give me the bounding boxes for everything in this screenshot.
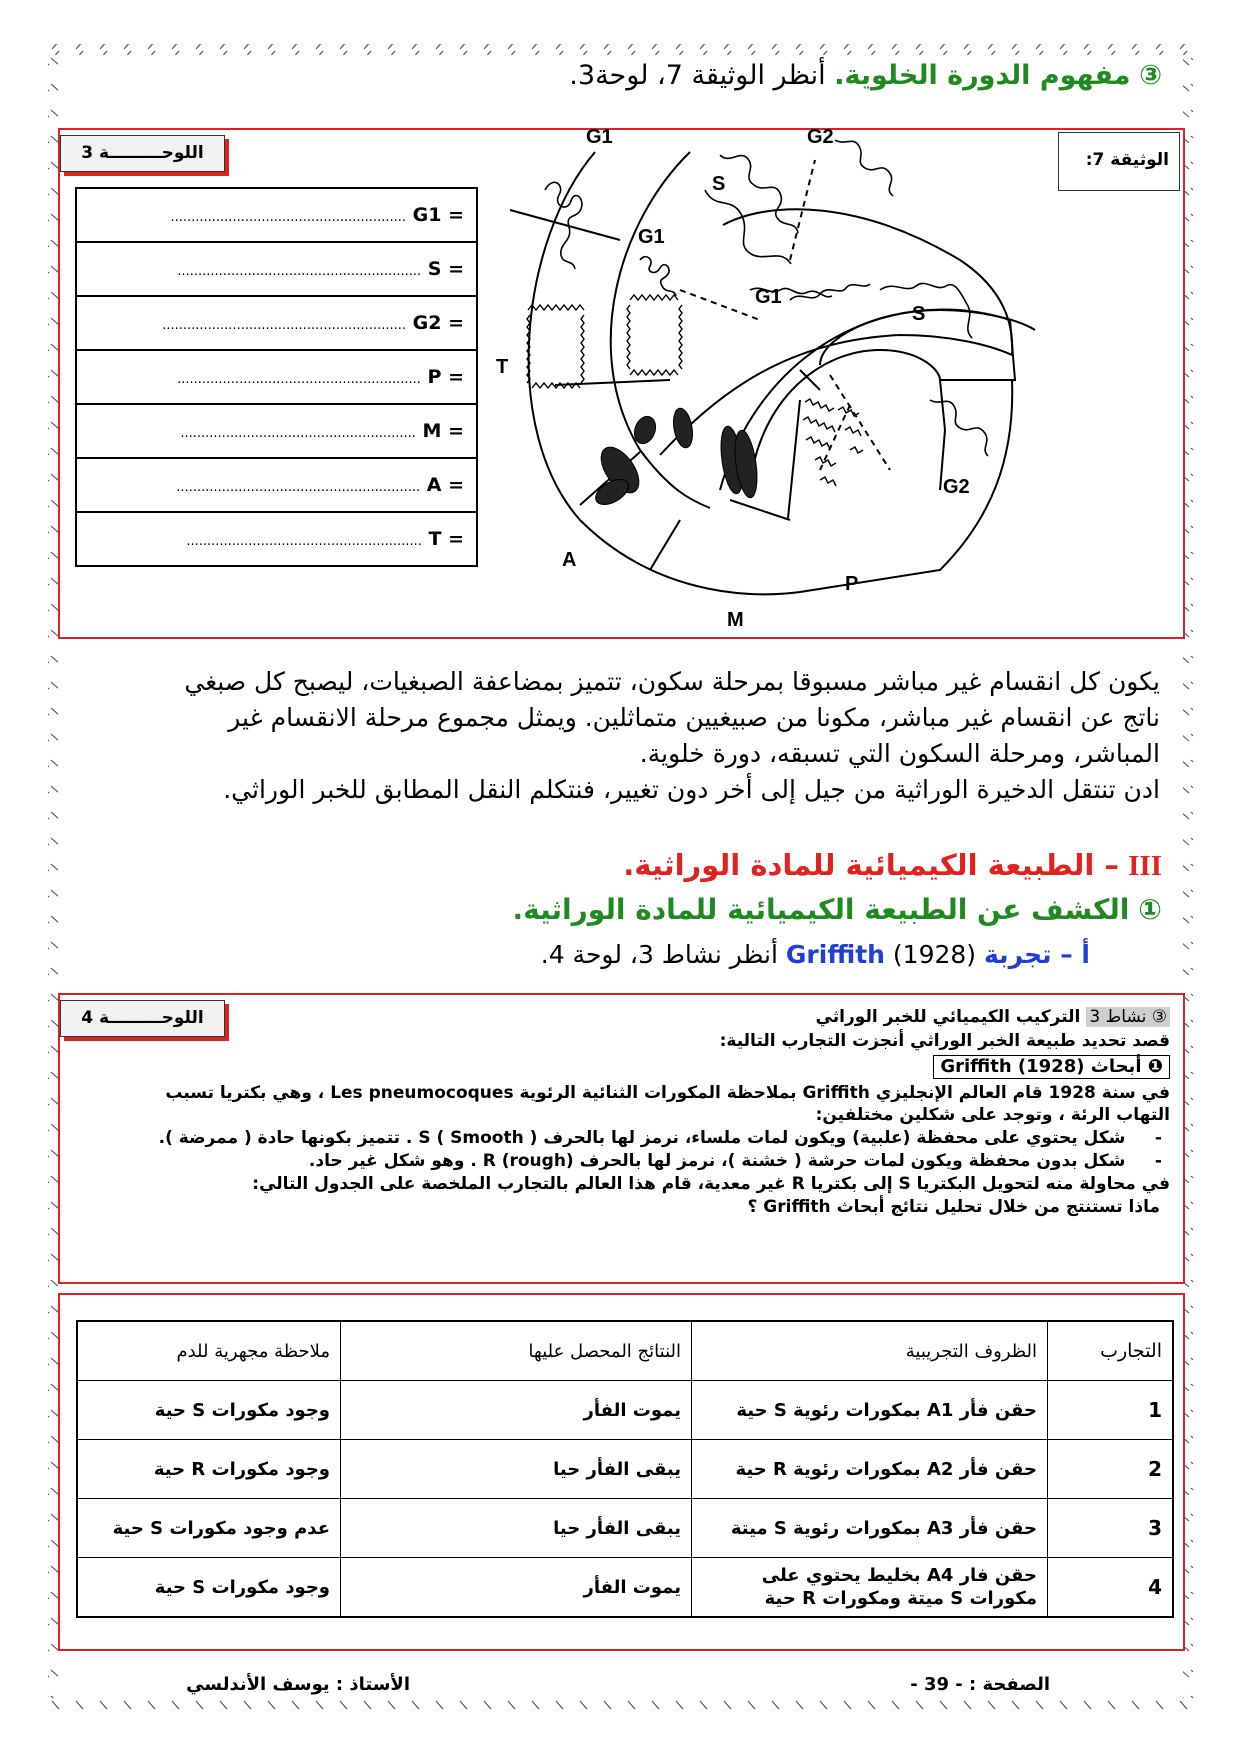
header-experiments: التجارب bbox=[1048, 1321, 1174, 1381]
divider-p bbox=[788, 400, 800, 518]
label-g2-right: G2 bbox=[943, 476, 970, 498]
board-3-label: اللوحـــــــــة 3 bbox=[60, 135, 225, 172]
griffith-heading bbox=[541, 940, 1090, 969]
griffith-name: Griffith bbox=[785, 940, 885, 969]
label-g1-top: G1 bbox=[586, 126, 613, 148]
cell-cycle-fill-table bbox=[75, 187, 478, 567]
paragraph-line: يكون كل انقسام غير مباشر مسبوقا بمرحلة سكون، تتميز بمضاعفة الصبغيات، ليصبح كل صبغي bbox=[184, 667, 1160, 696]
table-header-row bbox=[77, 1321, 1173, 1381]
label-s-inner: S bbox=[912, 303, 926, 325]
roman-numeral: III bbox=[1128, 850, 1162, 882]
row-number: 4 bbox=[1048, 1558, 1174, 1618]
divider-m-p bbox=[730, 500, 790, 520]
row-observation: وجود مكورات S حية bbox=[77, 1558, 341, 1618]
table-row bbox=[76, 458, 477, 512]
phase-label: = M bbox=[422, 420, 464, 442]
table-row bbox=[76, 188, 477, 242]
document-7-label: الوثيقة 7: bbox=[1058, 132, 1180, 191]
paragraph-line: ناتج عن انقسام غير مباشر، مكونا من صبيغيين متماثلين. ويمثل مجموع مرحلة الانقسام غير bbox=[228, 703, 1160, 732]
row-number: 2 bbox=[1048, 1440, 1174, 1499]
chromatin-g1-mid bbox=[640, 257, 676, 296]
cell-cycle-diagram bbox=[496, 126, 1080, 640]
dash-g1-s bbox=[680, 290, 760, 320]
answer-dots[interactable]: ........................................................... bbox=[177, 372, 421, 387]
phase-label: = S bbox=[427, 258, 464, 280]
chromatin-g2-top bbox=[835, 140, 893, 196]
activity-heading bbox=[816, 1006, 1170, 1028]
griffith-prefix: أ – تجربة bbox=[984, 940, 1090, 969]
section-iii-text: – الطبيعة الكيميائية للمادة الوراثية. bbox=[623, 848, 1119, 882]
row-condition: حقن فأر A2 بمكورات رئوية R حية bbox=[692, 1440, 1048, 1499]
table-row bbox=[77, 1440, 1173, 1499]
chromosome-anaphase-4 bbox=[671, 407, 696, 450]
bullet-text: شكل يحتوي على محفظة (علبية) ويكون لمات ملساء، نرمز لها بالحرف S ( Smooth ) . تتميز بكونها حادة ( ممرضة ). bbox=[158, 1128, 1126, 1148]
chromatin-prophase-1 bbox=[527, 305, 584, 388]
answer-dots[interactable]: ......................................................... bbox=[180, 426, 416, 441]
research-line-2: التهاب الرئة ، وتوجد على شكلين مختلفين: bbox=[815, 1105, 1170, 1125]
section-1-text: الكشف عن الطبيعة الكيميائية للمادة الوراثية. bbox=[512, 893, 1130, 926]
section-iii-title bbox=[623, 848, 1162, 883]
table-row bbox=[77, 1381, 1173, 1440]
dash-g2-p bbox=[820, 405, 850, 470]
griffith-reference: (1928) أنظر نشاط 3، لوحة 4. bbox=[540, 940, 977, 969]
section-number: ③ bbox=[1139, 60, 1162, 91]
research-heading: ❶ أبحاث Griffith (1928) bbox=[933, 1055, 1170, 1079]
dash-inner bbox=[830, 375, 890, 470]
divider-a-m bbox=[650, 520, 680, 570]
bullet-s-form: - شكل يحتوي على محفظة (علبية) ويكون لمات ملساء، نرمز لها بالحرف S ( Smooth ) . تتميز بكونها حادة ( ممرضة ). bbox=[158, 1128, 1162, 1148]
section-bold-title: مفهوم الدورة الخلوية. bbox=[834, 60, 1131, 91]
answer-dots[interactable]: ......................................................... bbox=[186, 534, 422, 549]
divider-t-mid bbox=[555, 380, 670, 385]
row-result: يموت الفأر bbox=[341, 1381, 692, 1440]
header-observation: ملاحظة مجهرية للدم bbox=[77, 1321, 341, 1381]
chromatin-g1-top bbox=[545, 182, 582, 269]
phase-label: = G2 bbox=[412, 312, 464, 334]
research-line-1: في سنة 1928 قام العالم الإنجليزي Griffith بملاحظة المكورات الثنائية الرئوية Les pneumocoques ، وهي بكتريا تسبب bbox=[165, 1083, 1170, 1103]
section-reference: أنظر الوثيقة 7، لوحة3. bbox=[569, 60, 826, 91]
row-result: يبقى الفأر حيا bbox=[341, 1440, 692, 1499]
research-line-3: في محاولة منه لتحويل البكتريا S إلى بكتريا R غير معدية، قام هذا العالم بالتجارب الملخصة على الجدول التالي: bbox=[252, 1174, 1170, 1194]
row-result: يموت الفأر bbox=[341, 1558, 692, 1618]
answer-dots[interactable]: ........................................................... bbox=[162, 318, 406, 333]
table-row bbox=[76, 242, 477, 296]
section-cell-cycle-title bbox=[569, 60, 1162, 91]
header-conditions: الظروف التجريبية bbox=[692, 1321, 1048, 1381]
chromatin-g2-lower bbox=[930, 400, 988, 456]
spiral-lower-rim bbox=[800, 380, 1012, 592]
answer-dots[interactable]: ........................................................... bbox=[176, 480, 421, 495]
bullet-r-form: - شكل بدون محفظة ويكون لمات حرشة ( خشنة )، نرمز لها بالحرف R (rough) . وهو شكل غير حاد. bbox=[308, 1151, 1162, 1171]
label-a: A bbox=[562, 549, 577, 571]
table-row bbox=[76, 296, 477, 350]
row-condition: حقن فأر A3 بمكورات رئوية S ميتة bbox=[692, 1499, 1048, 1558]
teacher-name: الأستاذ : يوسف الأندلسي bbox=[186, 1674, 410, 1695]
section-1-title bbox=[513, 893, 1163, 926]
table-row bbox=[76, 512, 477, 566]
question: ماذا تستنتج من خلال تحليل نتائج أبحاث Griffith ؟ bbox=[747, 1197, 1160, 1217]
cell-cycle-paragraph bbox=[160, 664, 1160, 808]
activity-intro: قصد تحديد طبيعة الخبر الوراثي أنجزت التجارب التالية: bbox=[719, 1031, 1170, 1051]
label-g1-inner: G1 bbox=[755, 286, 782, 308]
chromatin-prophase-2 bbox=[627, 295, 682, 375]
phase-label: = P bbox=[427, 366, 464, 388]
answer-dots[interactable]: ........................................................... bbox=[177, 264, 422, 279]
row-condition: حقن فار A4 بخليط يحتوي على مكورات S ميتة ومكورات R حية bbox=[692, 1558, 1048, 1618]
label-p: P bbox=[845, 573, 859, 595]
row-observation: وجود مكورات S حية bbox=[77, 1381, 341, 1440]
table-row bbox=[76, 404, 477, 458]
spiral-divider bbox=[940, 380, 945, 490]
activity-title: التركيب الكيميائي للخبر الوراثي bbox=[815, 1007, 1081, 1027]
label-g1-mid: G1 bbox=[638, 226, 665, 248]
table-row bbox=[76, 350, 477, 404]
table-row bbox=[77, 1558, 1173, 1618]
page-number: الصفحة : - 39 - bbox=[910, 1674, 1050, 1695]
row-result: يبقى الفأر حيا bbox=[341, 1499, 692, 1558]
chromatin-s-mid bbox=[705, 190, 791, 264]
label-s-outer: S bbox=[712, 173, 726, 195]
table-row bbox=[77, 1499, 1173, 1558]
row-condition: حقن فأر A1 بمكورات رئوية S حية bbox=[692, 1381, 1048, 1440]
phase-label: = G1 bbox=[412, 204, 464, 226]
chromatin-g1-inner-2 bbox=[790, 284, 870, 300]
phase-label: = T bbox=[428, 528, 464, 550]
paragraph-line: المباشر، ومرحلة السكون التي تسبقه، دورة خلوية. bbox=[639, 739, 1160, 768]
paragraph-line: ادن تنتقل الدخيرة الوراثية من جيل إلى أخر دون تغيير، فنتكلم النقل المطابق للخبر الوراثي. bbox=[223, 775, 1160, 804]
row-observation: عدم وجود مكورات S حية bbox=[77, 1499, 341, 1558]
header-results: النتائج المحصل عليها bbox=[341, 1321, 692, 1381]
answer-dots[interactable]: ......................................................... bbox=[170, 210, 406, 225]
bullet-text: شكل بدون محفظة ويكون لمات حرشة ( خشنة )، نرمز لها بالحرف R (rough) . وهو شكل غير حاد. bbox=[308, 1151, 1126, 1171]
row-number: 1 bbox=[1048, 1381, 1174, 1440]
label-m: M bbox=[727, 609, 744, 631]
divider-t-g1 bbox=[510, 210, 620, 240]
label-g2-top: G2 bbox=[807, 126, 834, 148]
row-observation: وجود مكورات R حية bbox=[77, 1440, 341, 1499]
section-1-number: ① bbox=[1138, 893, 1162, 926]
phase-label: = A bbox=[426, 474, 464, 496]
label-t: T bbox=[496, 356, 509, 378]
row-number: 3 bbox=[1048, 1499, 1174, 1558]
griffith-results-table bbox=[76, 1320, 1174, 1618]
board-4-label: اللوحـــــــــة 4 bbox=[60, 1000, 225, 1037]
activity-number: ③ نشاط 3 bbox=[1086, 1007, 1170, 1027]
